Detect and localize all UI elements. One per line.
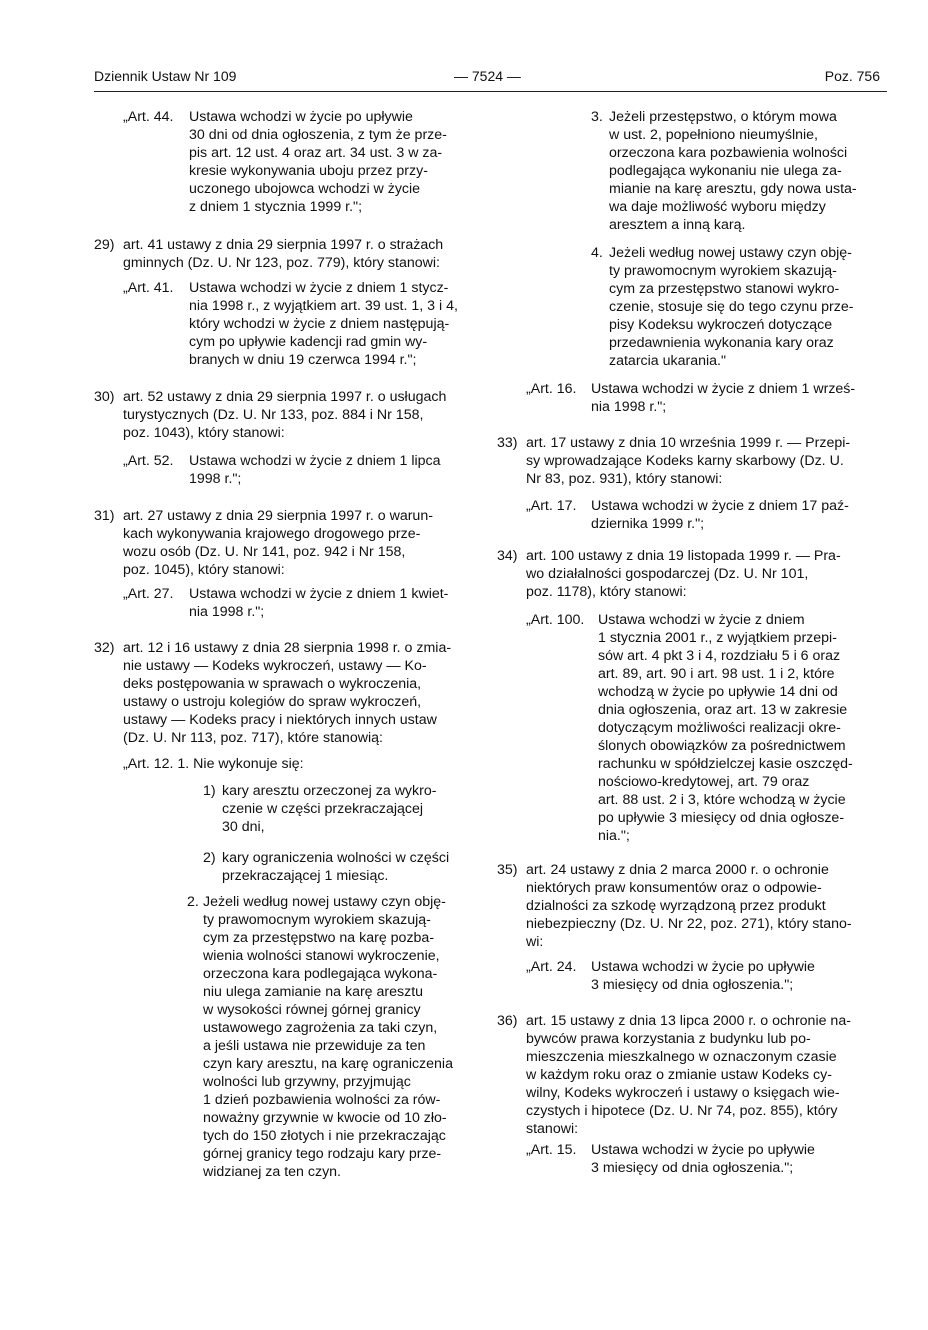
item-number: 30) [94, 389, 115, 405]
text-line: ty prawomocnym wyrokiem skazują- [203, 912, 431, 928]
item-number: 33) [497, 435, 518, 451]
text-line: cym za przestępstwo stanowi wykro- [609, 281, 840, 297]
article-label: „Art. 15. [526, 1142, 577, 1158]
text-line: pis art. 12 ust. 4 oraz art. 34 ust. 3 w za- [189, 145, 443, 161]
article-label: „Art. 44. [123, 109, 174, 125]
article-label: „Art. 52. [123, 453, 174, 469]
article-label: „Art. 27. [123, 586, 174, 602]
text-line: niebezpieczny (Dz. U. Nr 22, poz. 271), który stano- [526, 916, 852, 932]
text-line: Ustawa wchodzi w życie po upływie [189, 109, 413, 125]
text-line: czyn kary aresztu, na karę ograniczenia [203, 1056, 453, 1072]
text-line: art. 27 ustawy z dnia 29 sierpnia 1997 r. o warun- [123, 508, 433, 524]
text-line: art. 12 i 16 ustawy z dnia 28 sierpnia 1998 r. o zmia- [123, 640, 452, 656]
text-line: czenie w części przekraczającej [222, 801, 424, 817]
item-number: 29) [94, 237, 115, 253]
text-line: art. 100 ustawy z dnia 19 listopada 1999 r. — Pra- [526, 548, 841, 564]
text-line: z dniem 1 stycznia 1999 r."; [189, 199, 363, 215]
text-line: 1 dzień pozbawienia wolności za rów- [203, 1092, 441, 1108]
text-line: a jeśli ustawa nie przewiduje za ten [203, 1038, 426, 1054]
text-line: przedawnienia wykonania kary oraz [609, 335, 834, 351]
text-line: kary aresztu orzeczonej za wykro- [222, 783, 437, 799]
text-line: niektórych praw konsumentów oraz o odpowie- [526, 880, 822, 896]
article-label: „Art. 16. [526, 381, 577, 397]
text-line: Ustawa wchodzi w życie z dniem 1 wrześ- [591, 381, 856, 397]
paragraph-number: 4. [591, 245, 603, 261]
text-line: który wchodzi w życie z dniem następują- [189, 316, 450, 332]
text-line: (Dz. U. Nr 113, poz. 717), które stanowią: [123, 730, 383, 746]
text-line: sy wprowadzające Kodeks karny skarbowy (Dz. U. [526, 453, 844, 469]
item-number: 36) [497, 1013, 518, 1029]
text-line: dzialności za szkodę wyrządzoną przez produkt [526, 898, 826, 914]
text-line: Ustawa wchodzi w życie po upływie [591, 1142, 815, 1158]
text-line: mianie na karę aresztu, gdy nowa usta- [609, 181, 857, 197]
text-line: cym za przestępstwo na karę pozba- [203, 930, 435, 946]
text-line: poz. 1045), który stanowi: [123, 562, 285, 578]
text-line: art. 17 ustawy z dnia 10 września 1999 r. — Przepi- [526, 435, 851, 451]
page-number: — 7524 — [454, 68, 521, 84]
text-line: dziernika 1999 r."; [591, 516, 705, 532]
text-line: przekraczającej 1 miesiąc. [222, 868, 389, 884]
article-label: „Art. 17. [526, 498, 577, 514]
text-line: orzeczona kara pozbawienia wolności [609, 145, 848, 161]
text-line: Ustawa wchodzi w życie po upływie [591, 959, 815, 975]
text-line: sów art. 4 pkt 3 i 4, rozdziału 5 i 6 oraz [598, 648, 841, 664]
text-line: Jeżeli przestępstwo, o którym mowa [609, 109, 837, 125]
text-line: turystycznych (Dz. U. Nr 133, poz. 884 i Nr 158, [123, 407, 424, 423]
text-line: 30 dni od dnia ogłoszenia, z tym że prze- [189, 127, 447, 143]
text-line: stanowi: [526, 1121, 579, 1137]
text-line: art. 89, art. 90 i art. 98 ust. 1 i 2, które [598, 666, 835, 682]
text-line: Jeżeli według nowej ustawy czyn obję- [609, 245, 852, 261]
text-line: wi: [526, 934, 544, 950]
list-number: 2) [203, 850, 216, 866]
text-line: w każdym roku oraz o zmianie ustaw Kodeks cy- [526, 1067, 832, 1083]
text-line: poz. 1178), który stanowi: [526, 584, 687, 600]
text-line: wienia wolności stanowi wykroczenie, [203, 948, 440, 964]
text-line: po upływie 3 miesięcy od dnia ogłosze- [598, 810, 845, 826]
text-line: Ustawa wchodzi w życie z dniem 17 paź- [591, 498, 849, 514]
text-line: Jeżeli według nowej ustawy czyn obję- [203, 894, 446, 910]
text-line: nia."; [598, 828, 630, 844]
text-line: ślonych obowiązków za pośrednictwem [598, 738, 846, 754]
text-line: w ust. 2, popełniono nieumyślnie, [609, 127, 818, 143]
article-label: „Art. 100. [526, 612, 585, 628]
text-line: rachunku w spółdzielczej kasie oszczęd- [598, 756, 853, 772]
text-line: Ustawa wchodzi w życie z dniem 1 lipca [189, 453, 441, 469]
text-line: art. 15 ustawy z dnia 13 lipca 2000 r. o ochronie na- [526, 1013, 851, 1029]
text-line: dnia ogłoszenia, oraz art. 13 w zakresie [598, 702, 848, 718]
text-line: podlegająca wykonaniu nie ulega za- [609, 163, 842, 179]
text-line: aresztem a inną karą. [609, 217, 746, 233]
text-line: deks postępowania w sprawach o wykroczenia, [123, 676, 422, 692]
text-line: uczonego ubojowca wchodzi w życie [189, 181, 421, 197]
text-line: nia 1998 r."; [591, 399, 667, 415]
text-line: cym po upływie kadencji rad gmin wy- [189, 334, 428, 350]
text-line: gminnych (Dz. U. Nr 123, poz. 779), który stanowi: [123, 255, 440, 271]
text-line: noważny grzywnie w kwocie od 10 zło- [203, 1110, 447, 1126]
text-line: w wysokości równej górnej granicy [203, 1002, 421, 1018]
text-line: widzianej za ten czyn. [203, 1164, 342, 1180]
text-line: Nr 83, poz. 931), który stanowi: [526, 471, 723, 487]
text-line: 3 miesięcy od dnia ogłoszenia."; [591, 1160, 794, 1176]
text-line: kary ograniczenia wolności w części [222, 850, 450, 866]
text-line: wilny, Kodeks wykroczeń i ustawy o księgach wie- [526, 1085, 840, 1101]
text-line: zatarcia ukarania." [609, 353, 727, 369]
text-line: wolności lub grzywny, przyjmując [203, 1074, 411, 1090]
paragraph-number: 3. [591, 109, 603, 125]
article-label: „Art. 12. 1. Nie wykonuje się: [123, 756, 304, 772]
text-line: ustawy — Kodeks pracy i niektórych innych ustaw [123, 712, 437, 728]
list-number: 1) [203, 783, 216, 799]
item-number: 35) [497, 862, 518, 878]
text-line: 1 stycznia 2001 r., z wyjątkiem przepi- [598, 630, 837, 646]
text-line: nościowo-kredytowej, art. 79 oraz [598, 774, 810, 790]
text-line: kach wykonywania krajowego drogowego prze- [123, 526, 421, 542]
text-line: 30 dni, [222, 819, 265, 835]
text-line: wo działalności gospodarczej (Dz. U. Nr 101, [526, 566, 809, 582]
text-line: ustawowego zagrożenia za taki czyn, [203, 1020, 438, 1036]
text-line: branych w dniu 19 czerwca 1994 r."; [189, 352, 417, 368]
text-line: czenie, stosuje się do tego czynu prze- [609, 299, 854, 315]
text-line: Ustawa wchodzi w życie z dniem [598, 612, 805, 628]
text-line: art. 88 ust. 2 i 3, które wchodzą w życie [598, 792, 846, 808]
position-number: Poz. 756 [824, 68, 880, 84]
text-line: art. 52 ustawy z dnia 29 sierpnia 1997 r. o usługach [123, 389, 447, 405]
item-number: 32) [94, 640, 115, 656]
text-line: 1998 r."; [189, 471, 242, 487]
text-line: orzeczona kara podlegająca wykona- [203, 966, 438, 982]
article-label: „Art. 41. [123, 280, 174, 296]
text-line: wozu osób (Dz. U. Nr 141, poz. 942 i Nr 158, [123, 544, 406, 560]
text-line: poz. 1043), który stanowi: [123, 425, 285, 441]
text-line: nia 1998 r., z wyjątkiem art. 39 ust. 1, 3 i 4, [189, 298, 458, 314]
item-number: 34) [497, 548, 518, 564]
text-line: mieszczenia mieszkalnego w oznaczonym czasie [526, 1049, 837, 1065]
text-line: Ustawa wchodzi w życie z dniem 1 kwiet- [189, 586, 449, 602]
text-line: art. 41 ustawy z dnia 29 sierpnia 1997 r. o strażach [123, 237, 444, 253]
text-line: nia 1998 r."; [189, 604, 265, 620]
text-line: art. 24 ustawy z dnia 2 marca 2000 r. o ochronie [526, 862, 829, 878]
text-line: ustawy o ustroju kolegiów do spraw wykroczeń, [123, 694, 422, 710]
text-line: górnej granicy tego rodzaju kary prze- [203, 1146, 442, 1162]
text-line: Ustawa wchodzi w życie z dniem 1 stycz- [189, 280, 449, 296]
text-line: ty prawomocnym wyrokiem skazują- [609, 263, 837, 279]
text-line: niu ulega zamianie na karę aresztu [203, 984, 424, 1000]
text-line: pisy Kodeksu wykroczeń dotyczące [609, 317, 833, 333]
text-line: wa daje możliwość wyboru między [609, 199, 826, 215]
item-number: 31) [94, 508, 115, 524]
text-line: wchodzą w życie po upływie 14 dni od [598, 684, 838, 700]
text-line: nie ustawy — Kodeks wykroczeń, ustawy — Ko- [123, 658, 427, 674]
text-line: tych do 150 złotych i nie przekraczając [203, 1128, 446, 1144]
text-line: 3 miesięcy od dnia ogłoszenia."; [591, 977, 794, 993]
text-line: kresie wykonywania uboju przez przy- [189, 163, 428, 179]
paragraph-number: 2. [187, 894, 199, 910]
text-line: dotyczącym możliwości realizacji okre- [598, 720, 841, 736]
article-label: „Art. 24. [526, 959, 577, 975]
journal-title: Dziennik Ustaw Nr 109 [94, 68, 237, 84]
text-line: czystych i hipotece (Dz. U. Nr 74, poz. 855), który [526, 1103, 838, 1119]
text-line: bywców prawa korzystania z budynku lub po- [526, 1031, 811, 1047]
